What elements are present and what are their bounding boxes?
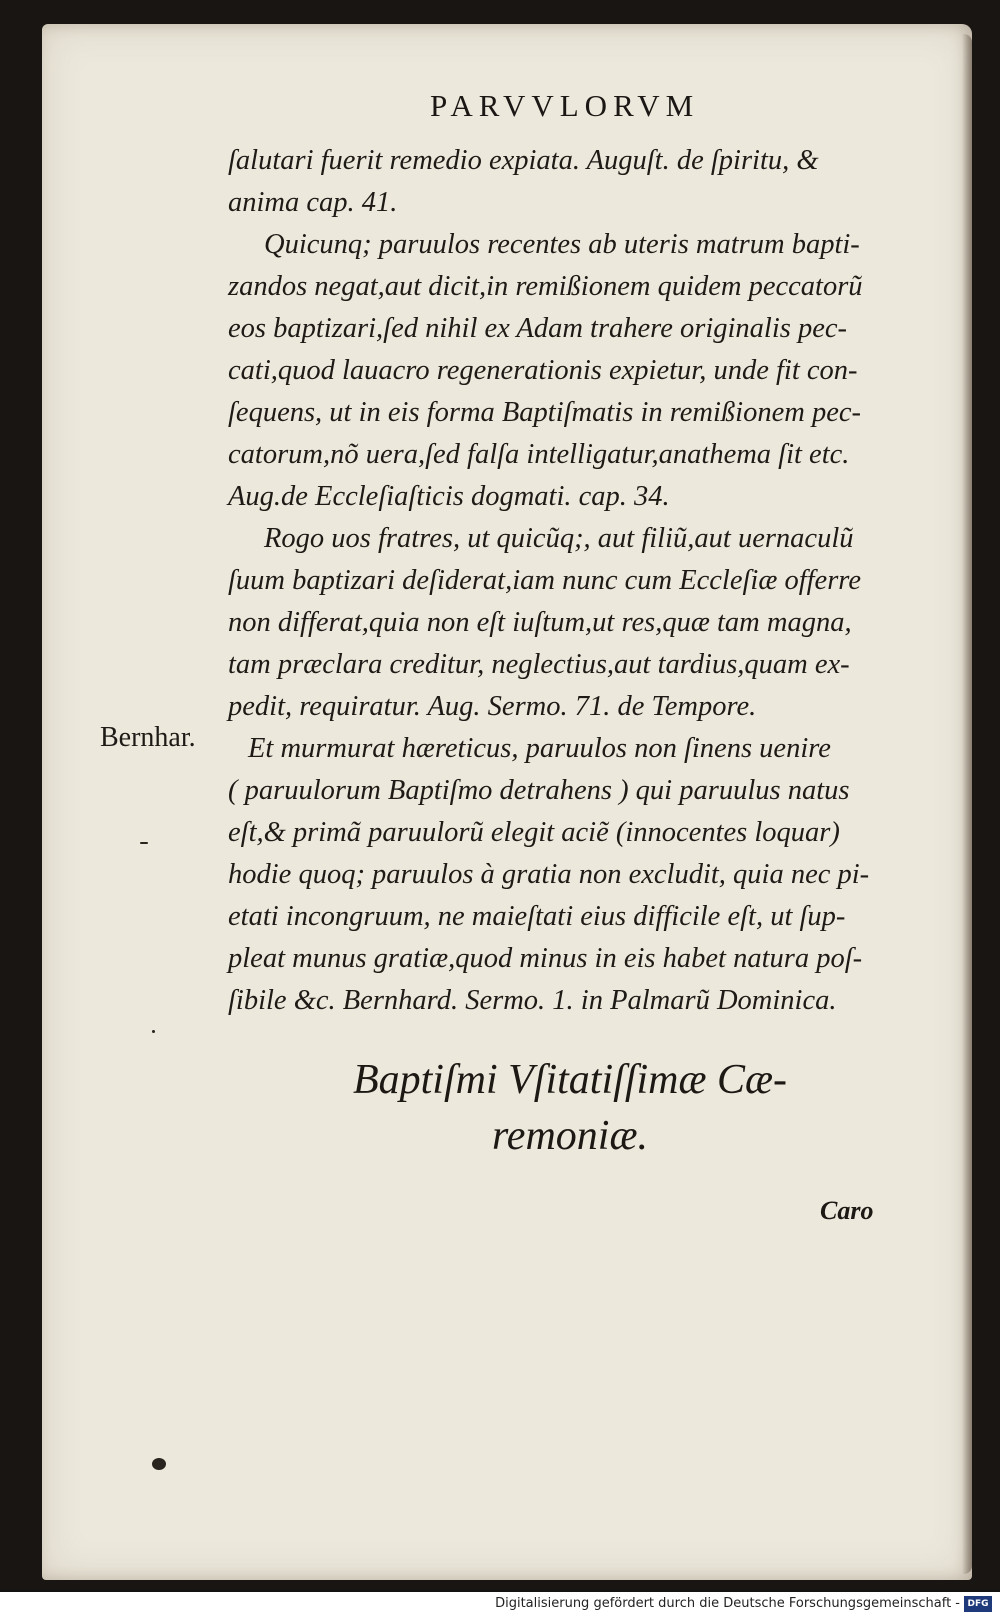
text-line: Quicunq; paruulos recentes ab uteris matrum bapti- xyxy=(264,229,860,260)
text-line: zandos negat,aut dicit,in remißionem quidem peccatorũ xyxy=(228,271,863,302)
paragraph-4 xyxy=(228,728,908,1022)
text-line: cati,quod lauacro regenerationis expietur, unde fit con- xyxy=(228,355,858,386)
text-line: etati incongruum, ne maieſtati eius difficile eſt, ut ſup- xyxy=(228,901,846,932)
main-text xyxy=(228,140,908,1022)
text-line: tam præclara creditur, neglectius,aut tardius,quam ex- xyxy=(228,649,850,680)
text-line: ſalutari fuerit remedio expiata. Auguſt. de ſpiritu, & xyxy=(228,145,819,176)
catchword: Caro xyxy=(820,1196,874,1225)
text-line: Aug.de Eccleſiaſticis dogmati. cap. 34. xyxy=(228,481,670,512)
text-line: anima cap. 41. xyxy=(228,187,398,218)
text-line: hodie quoq; paruulos à gratia non excludit, quia nec pi- xyxy=(228,859,870,890)
page-edge-shadow xyxy=(962,34,972,1574)
marginal-note: Bernhar. xyxy=(100,722,196,753)
text-line: pleat munus gratiæ,quod minus in eis habet natura poſ- xyxy=(228,943,863,974)
running-head: PARVVLORVM xyxy=(430,88,700,123)
text-line: ( paruulorum Baptiſmo detrahens ) qui paruulus natus xyxy=(228,775,850,806)
heading-line: Baptiſmi Vſitatiſſimæ Cæ- xyxy=(352,1057,788,1103)
text-line: catorum,nõ uera,ſed falſa intelligatur,anathema ſit etc. xyxy=(228,439,850,470)
text-line: eſt,& primã paruulorũ elegit aciẽ (innocentes loquar) xyxy=(228,817,840,848)
text-line: ſequens, ut in eis forma Baptiſmatis in remißionem pec- xyxy=(228,397,861,428)
text-line: ſuum baptizari deſiderat,iam nunc cum Eccleſiæ offerre xyxy=(228,565,861,596)
text-line: non differat,quia non eſt iuſtum,ut res,quæ tam magna, xyxy=(228,607,852,638)
paragraph-2 xyxy=(228,224,908,518)
footer-credit: Digitalisierung gefördert durch die Deutsche Forschungsgemeinschaft - xyxy=(495,1596,960,1611)
text-line: ſibile &c. Bernhard. Sermo. 1. in Palmarũ Dominica. xyxy=(228,985,837,1016)
ink-speck xyxy=(152,1458,166,1470)
dfg-logo-icon: DFG xyxy=(964,1596,992,1612)
ink-speck xyxy=(152,1030,155,1033)
paragraph-1 xyxy=(228,140,908,224)
text-line: pedit, requiratur. Aug. Sermo. 71. de Tempore. xyxy=(228,691,757,722)
text-line: Et murmurat hæreticus, paruulos non ſinens uenire xyxy=(248,733,831,764)
heading-line: remoniæ. xyxy=(492,1113,648,1159)
section-heading xyxy=(200,1052,940,1164)
paragraph-3 xyxy=(228,518,908,728)
ink-speck xyxy=(140,842,148,844)
text-line: eos baptizari,ſed nihil ex Adam trahere originalis pec- xyxy=(228,313,848,344)
footer-bar xyxy=(0,1592,1000,1618)
text-line: Rogo uos fratres, ut quicũq;, aut filiũ,aut uernaculũ xyxy=(264,523,854,554)
